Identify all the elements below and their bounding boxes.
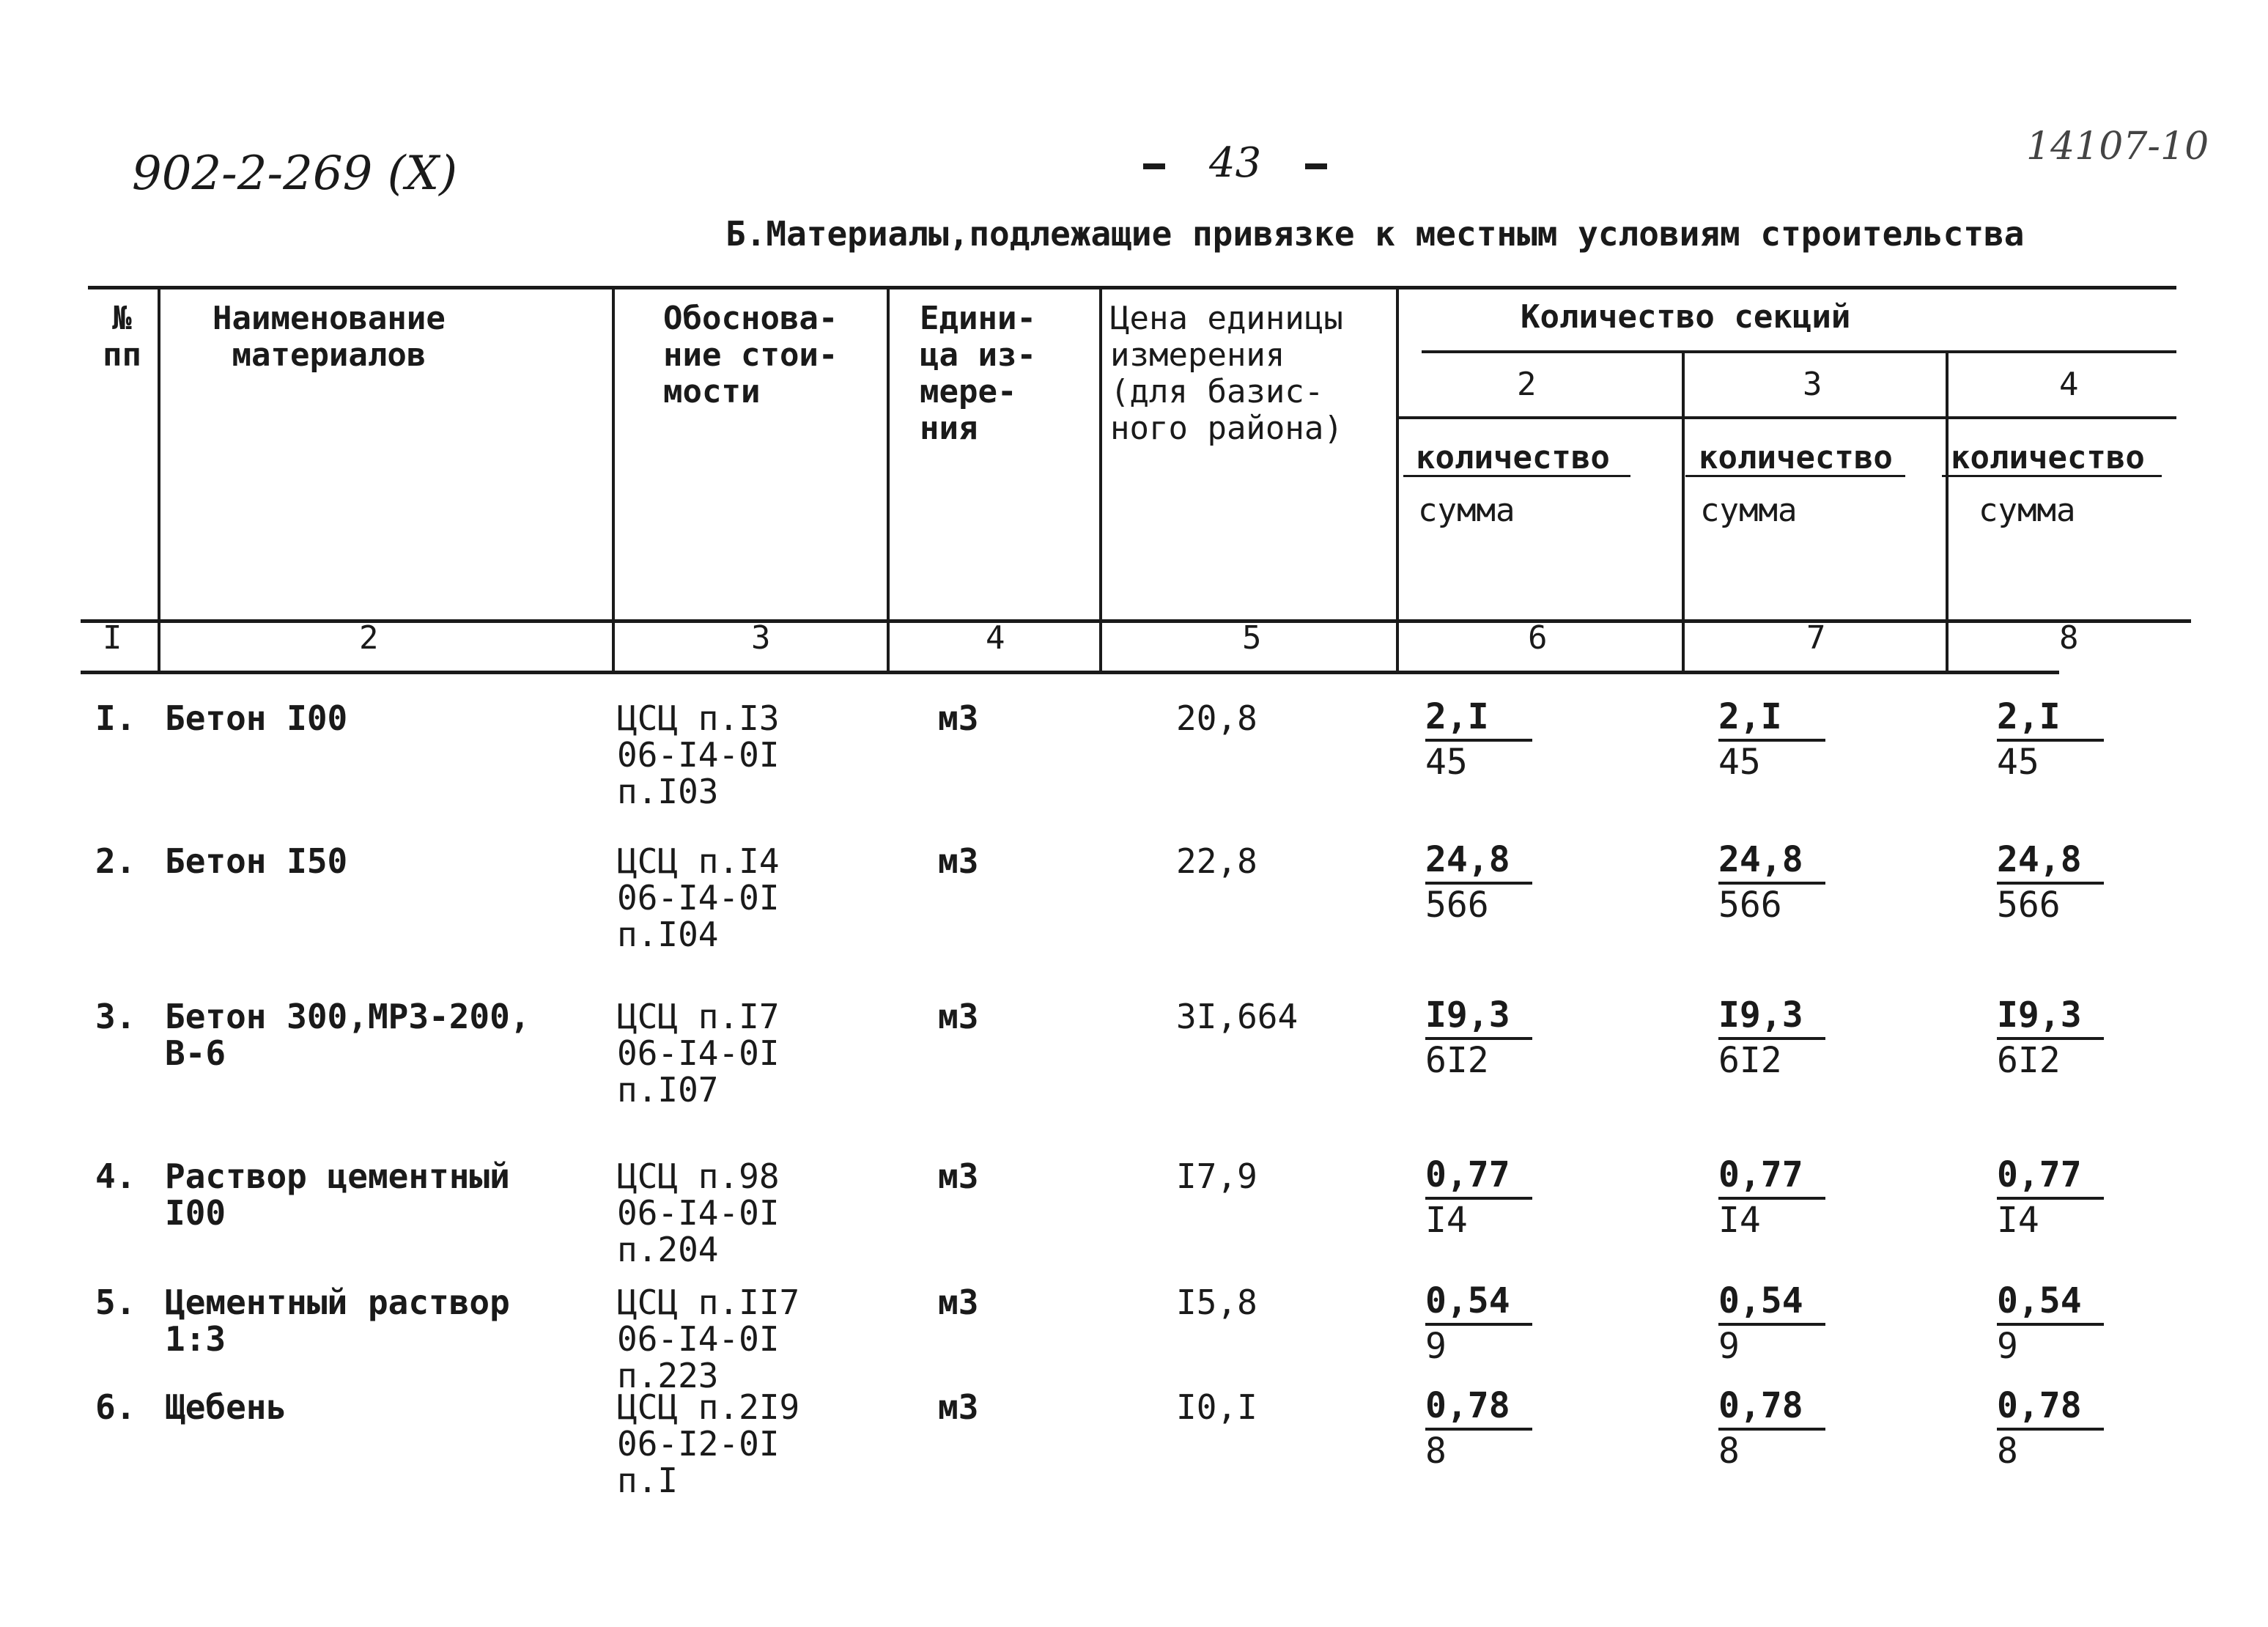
header-unit: Едини- ца из- мере- ния bbox=[920, 300, 1036, 447]
row-num: 6. bbox=[95, 1387, 136, 1427]
row-section-2-sum: I4 bbox=[1425, 1200, 1468, 1241]
row-unit: м3 bbox=[938, 997, 979, 1036]
document-code: 902-2-269 (X) bbox=[132, 147, 458, 201]
row-section-4 bbox=[1997, 1385, 2104, 1472]
archive-stamp: 14107-10 bbox=[2026, 125, 2209, 169]
row-section-2-sum: 8 bbox=[1425, 1431, 1447, 1472]
row-name: Щебень bbox=[165, 1387, 287, 1427]
row-section-3-qty: 0,78 bbox=[1718, 1385, 1825, 1431]
row-section-2 bbox=[1425, 839, 1532, 926]
row-basis: ЦСЦ п.I7 06-I4-0I п.I07 bbox=[617, 997, 780, 1110]
row-section-3 bbox=[1718, 839, 1825, 926]
col-divider-1 bbox=[158, 289, 160, 671]
row-basis: ЦСЦ п.98 06-I4-0I п.204 bbox=[617, 1156, 780, 1269]
row-price: I5,8 bbox=[1176, 1283, 1257, 1322]
row-section-2 bbox=[1425, 1385, 1532, 1472]
col-divider-3 bbox=[887, 289, 890, 671]
row-section-4-qty: 24,8 bbox=[1997, 839, 2104, 885]
colnum-bottom-rule bbox=[81, 671, 2059, 674]
qty-label-3: количество bbox=[1699, 439, 1893, 476]
row-section-4-sum: I4 bbox=[1997, 1200, 2039, 1241]
row-section-2-sum: 45 bbox=[1425, 742, 1468, 783]
row-basis: ЦСЦ п.I4 06-I4-0I п.I04 bbox=[617, 841, 780, 954]
col-divider-6 bbox=[1682, 353, 1685, 671]
row-section-2-qty: 24,8 bbox=[1425, 839, 1532, 885]
row-basis: ЦСЦ п.2I9 06-I2-0I п.I bbox=[617, 1387, 800, 1500]
colnum-7: 7 bbox=[1806, 619, 1826, 657]
table-top-rule bbox=[88, 286, 2176, 289]
row-section-2-sum: 6I2 bbox=[1425, 1040, 1489, 1081]
row-section-2-qty: I9,3 bbox=[1425, 995, 1532, 1040]
row-section-3-sum: 6I2 bbox=[1718, 1040, 1782, 1081]
header-section-2: 2 bbox=[1517, 366, 1537, 403]
row-section-4-sum: 566 bbox=[1997, 885, 2061, 926]
row-section-3 bbox=[1718, 1154, 1825, 1241]
row-price: I7,9 bbox=[1176, 1156, 1257, 1196]
row-num: 3. bbox=[95, 997, 136, 1036]
row-section-3-sum: 45 bbox=[1718, 742, 1761, 783]
col-divider-4 bbox=[1099, 289, 1102, 671]
row-section-4 bbox=[1997, 1154, 2104, 1241]
row-unit: м3 bbox=[938, 1156, 979, 1196]
row-section-3 bbox=[1718, 1385, 1825, 1472]
qty-label-2: количество bbox=[1416, 439, 1610, 476]
colnum-top-rule bbox=[81, 619, 2191, 623]
col-divider-2 bbox=[612, 289, 615, 671]
row-section-4 bbox=[1997, 1280, 2104, 1367]
row-section-2-qty: 0,78 bbox=[1425, 1385, 1532, 1431]
row-section-2 bbox=[1425, 1280, 1532, 1367]
row-section-4-qty: 0,77 bbox=[1997, 1154, 2104, 1200]
row-section-4-sum: 6I2 bbox=[1997, 1040, 2061, 1081]
row-num: 4. bbox=[95, 1156, 136, 1196]
row-num: I. bbox=[95, 698, 136, 738]
row-name: Бетон 300,МРЗ-200, В-6 bbox=[165, 997, 531, 1073]
colnum-3: 3 bbox=[751, 619, 771, 657]
row-section-4-qty: I9,3 bbox=[1997, 995, 2104, 1040]
dash-left bbox=[1143, 163, 1165, 169]
row-name: Цементный раствор 1:3 bbox=[165, 1283, 510, 1359]
header-name: Наименование материалов bbox=[213, 300, 446, 374]
colnum-4: 4 bbox=[986, 619, 1005, 657]
row-section-3 bbox=[1718, 995, 1825, 1081]
row-section-4 bbox=[1997, 696, 2104, 783]
row-section-4 bbox=[1997, 995, 2104, 1081]
row-name: Бетон I50 bbox=[165, 841, 348, 881]
sections-rule bbox=[1422, 350, 2176, 353]
row-unit: м3 bbox=[938, 1387, 979, 1427]
row-section-3-sum: 566 bbox=[1718, 885, 1782, 926]
row-section-4-qty: 0,54 bbox=[1997, 1280, 2104, 1326]
colnum-8: 8 bbox=[2059, 619, 2079, 657]
row-unit: м3 bbox=[938, 1283, 979, 1322]
page-number-value: 43 bbox=[1209, 139, 1262, 187]
row-price: 20,8 bbox=[1176, 698, 1257, 738]
row-section-3-sum: 9 bbox=[1718, 1326, 1740, 1367]
row-price: I0,I bbox=[1176, 1387, 1257, 1427]
row-section-3-qty: 2,I bbox=[1718, 696, 1825, 742]
row-basis: ЦСЦ п.I3 06-I4-0I п.I03 bbox=[617, 698, 780, 811]
row-section-3-qty: 24,8 bbox=[1718, 839, 1825, 885]
col-divider-5 bbox=[1396, 289, 1399, 671]
row-price: 3I,664 bbox=[1176, 997, 1299, 1036]
row-num: 5. bbox=[95, 1283, 136, 1322]
row-section-3-sum: I4 bbox=[1718, 1200, 1761, 1241]
header-num: № пп bbox=[103, 300, 141, 374]
row-section-3-qty: I9,3 bbox=[1718, 995, 1825, 1040]
col-divider-7 bbox=[1946, 353, 1949, 671]
header-price: Цена единицы измерения (для базис- ного района) bbox=[1110, 300, 1343, 447]
header-basis: Обоснова- ние стои- мости bbox=[663, 300, 838, 410]
dash-right bbox=[1305, 163, 1327, 169]
colnum-6: 6 bbox=[1528, 619, 1548, 657]
header-section-3: 3 bbox=[1803, 366, 1822, 403]
row-section-4-sum: 8 bbox=[1997, 1431, 2018, 1472]
row-basis: ЦСЦ п.II7 06-I4-0I п.223 bbox=[617, 1283, 800, 1395]
row-name: Бетон I00 bbox=[165, 698, 348, 738]
row-section-4-qty: 0,78 bbox=[1997, 1385, 2104, 1431]
row-section-2-qty: 2,I bbox=[1425, 696, 1532, 742]
row-price: 22,8 bbox=[1176, 841, 1257, 881]
row-section-2 bbox=[1425, 995, 1532, 1081]
row-section-4 bbox=[1997, 839, 2104, 926]
row-section-2-qty: 0,77 bbox=[1425, 1154, 1532, 1200]
colnum-2: 2 bbox=[359, 619, 379, 657]
header-section-4: 4 bbox=[2059, 366, 2079, 403]
row-section-3-qty: 0,77 bbox=[1718, 1154, 1825, 1200]
row-name: Раствор цементный I00 bbox=[165, 1156, 510, 1233]
row-section-2-sum: 9 bbox=[1425, 1326, 1447, 1367]
subheader-rule bbox=[1396, 416, 2176, 419]
qty-label-4: количество bbox=[1951, 439, 2145, 476]
row-section-2-sum: 566 bbox=[1425, 885, 1489, 926]
table-subtitle: Б.Материалы,подлежащие привязке к местным условиям строительства bbox=[725, 214, 2025, 254]
sum-label-4: сумма bbox=[1979, 492, 2076, 529]
sum-label-2: сумма bbox=[1418, 492, 1515, 529]
row-section-4-qty: 2,I bbox=[1997, 696, 2104, 742]
page-number bbox=[1099, 139, 1371, 187]
sum-label-3: сумма bbox=[1700, 492, 1798, 529]
header-sections-group: Количество секций bbox=[1521, 298, 1851, 336]
row-section-4-sum: 45 bbox=[1997, 742, 2039, 783]
colnum-5: 5 bbox=[1242, 619, 1262, 657]
row-section-2 bbox=[1425, 1154, 1532, 1241]
colnum-1: I bbox=[103, 619, 122, 657]
row-section-3 bbox=[1718, 1280, 1825, 1367]
row-section-2-qty: 0,54 bbox=[1425, 1280, 1532, 1326]
row-num: 2. bbox=[95, 841, 136, 881]
row-unit: м3 bbox=[938, 841, 979, 881]
row-section-2 bbox=[1425, 696, 1532, 783]
row-section-3 bbox=[1718, 696, 1825, 783]
row-section-3-qty: 0,54 bbox=[1718, 1280, 1825, 1326]
row-unit: м3 bbox=[938, 698, 979, 738]
row-section-3-sum: 8 bbox=[1718, 1431, 1740, 1472]
row-section-4-sum: 9 bbox=[1997, 1326, 2018, 1367]
